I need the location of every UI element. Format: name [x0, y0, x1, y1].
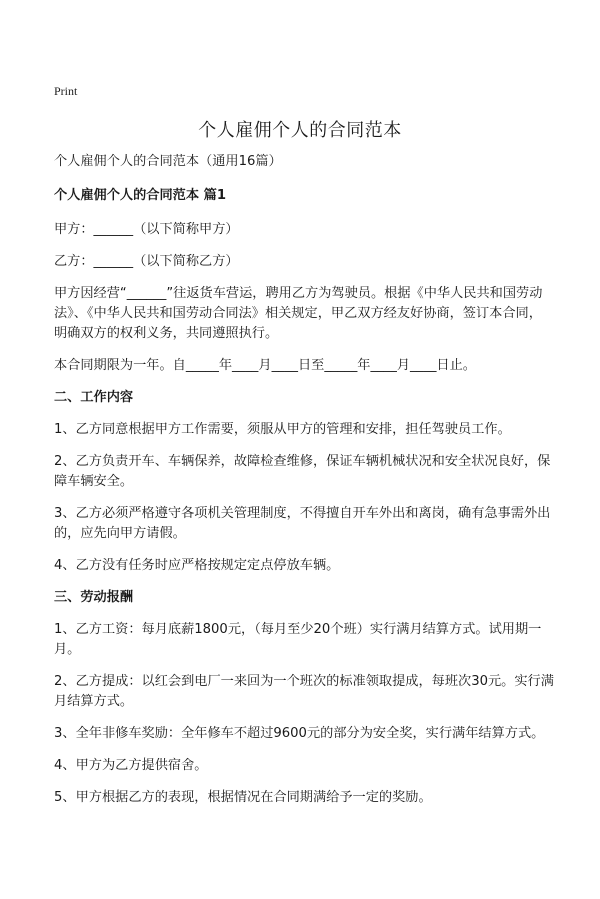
- compensation-item: 3、全年非修车奖励：全年修车不超过9600元的部分为安全奖，实行满年结算方式。: [54, 726, 545, 741]
- work-item: 2、乙方负责开车、车辆保养，故障检查维修，保证车辆机械状况和安全状况良好，保障车辆安全。: [54, 454, 551, 489]
- compensation-item: 2、乙方提成：以红会到电厂一来回为一个班次的标准领取提成，每班次30元。实行满月结算方式。: [54, 674, 554, 709]
- work-item: 1、乙方同意根据甲方工作需要，须服从甲方的管理和安排，担任驾驶员工作。: [54, 422, 511, 437]
- compensation-item: 5、甲方根据乙方的表现，根据情况在合同期满给予一定的奖励。: [54, 790, 432, 805]
- document-subtitle: 个人雇佣个人的合同范本（通用16篇）: [54, 154, 282, 169]
- work-item: 4、乙方没有任务时应严格按规定定点停放车辆。: [54, 558, 340, 573]
- party-a-line: 甲方：______（以下简称甲方）: [54, 222, 239, 237]
- print-link[interactable]: Print: [54, 84, 78, 98]
- compensation-item: 1、乙方工资：每月底薪1800元，（每月至少20个班）实行满月结算方式。试用期一月。: [54, 622, 542, 657]
- document-title: 个人雇佣个人的合同范本: [198, 120, 402, 141]
- party-b-line: 乙方：______（以下简称乙方）: [54, 254, 239, 269]
- term-paragraph: 本合同期限为一年。自_____年____月____日至_____年____月____日止。: [54, 358, 476, 373]
- document-body: [54, 152, 554, 820]
- chapter-heading: 个人雇佣个人的合同范本 篇1: [54, 188, 227, 203]
- compensation-item: 4、甲方为乙方提供宿舍。: [54, 758, 208, 773]
- section-heading-compensation: 三、劳动报酬: [54, 590, 134, 605]
- work-item: 3、乙方必须严格遵守各项机关管理制度，不得擅自开车外出和离岗，确有急事需外出的，应先向甲方请假。: [54, 506, 551, 541]
- section-heading-work-content: 二、工作内容: [54, 390, 134, 405]
- intro-paragraph: 甲方因经营“______”往返货车营运，聘用乙方为驾驶员。根据《中华人民共和国劳动法》、《中华人民共和国劳动合同法》相关规定，甲乙双方经友好协商，签订本合同，明确双方的权利义务，共同遵照执行。: [54, 286, 543, 341]
